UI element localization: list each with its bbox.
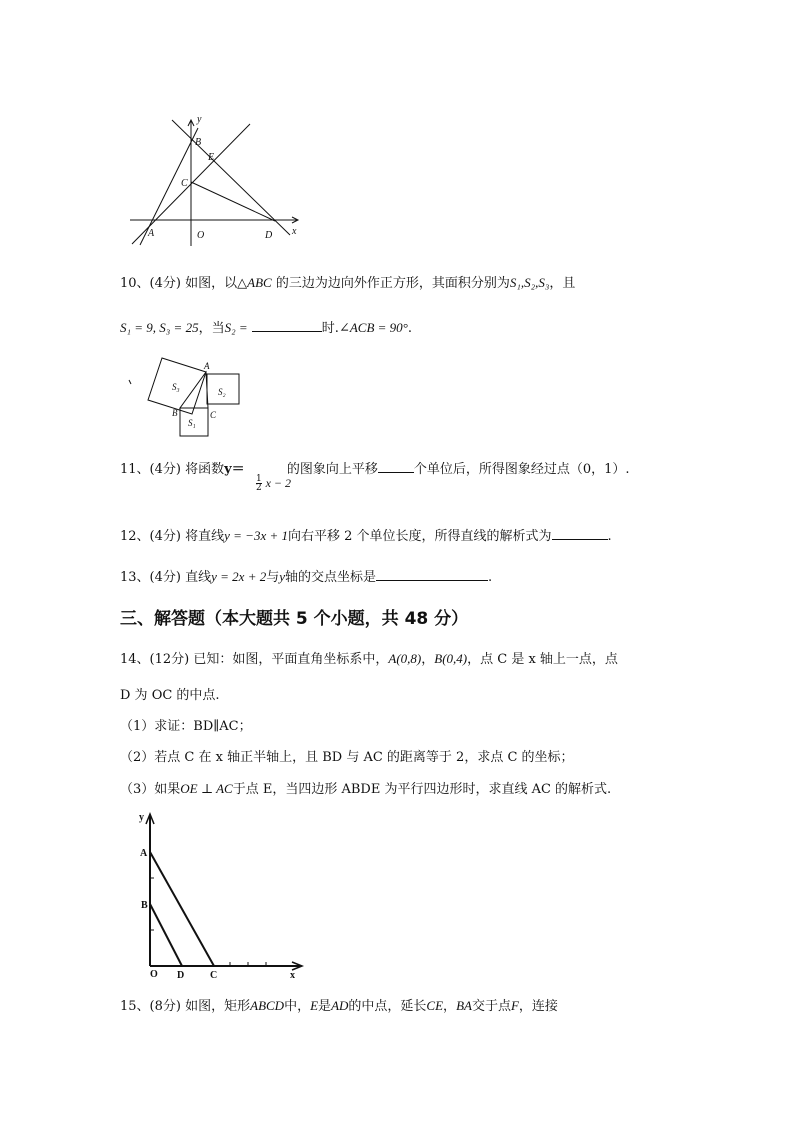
text: 时. [321,321,339,336]
question-15 [120,997,558,1016]
label-x: x [290,970,295,980]
text: 直线 [185,570,212,585]
math-y: y [279,569,286,584]
figure-coordinate-lines [120,110,310,250]
label-a: A [140,848,148,859]
text: 已知：如图，平面直角坐标系中， [193,652,389,667]
question-12 [120,525,612,546]
segment-bd [150,904,182,966]
question-14-part2: （2）若点 C 在 x 轴正半轴上，且 BD 与 AC 的距离等于 2，求点 C 的坐标； [120,750,574,765]
label-o: O [197,230,205,241]
label-c: C [210,970,218,980]
text: 将直线 [185,529,225,544]
question-14-line2: D 为 OC 的中点. [120,688,220,703]
label-d: D [177,970,185,980]
answer-blank[interactable] [552,525,608,540]
label-s2: S₂ [218,387,226,397]
label-o: O [150,969,158,980]
math-condition: S₁ = 9, S₃ = 25 [120,320,199,335]
math-expression: x − 2 [265,476,291,490]
math-f: F [510,998,519,1013]
question-10-line2 [120,317,412,338]
math-angle: ∠ACB = 90° [338,320,408,335]
math-ad: AD [331,998,349,1013]
text: 向右平移 2 个单位长度，所得直线的解析式为 [287,529,552,544]
text: ， [443,999,457,1014]
label-a: A [204,361,210,371]
label-a: A [148,228,155,239]
text: . [407,321,412,336]
text: . [607,529,612,544]
segment-ac [150,852,214,966]
separator: ， [421,652,435,667]
math-abc: ABC [247,275,272,290]
fraction-numerator: 1 [256,474,262,484]
label-y: y [139,812,144,823]
math-e: E [310,998,319,1013]
question-13 [120,566,492,587]
question-number: 12、(4分) [120,529,181,544]
text: 交于点 [471,999,511,1014]
label-x: x [292,226,297,237]
question-11 [120,458,630,479]
triangle-symbol: △ [237,276,248,291]
label-c: C [210,410,217,420]
text: 与 [266,570,280,585]
text: 个单位后，所得图象经过点（0，1）. [413,462,630,477]
question-number: 11、(4分) [120,462,181,477]
line-cd [191,182,275,221]
text: 的图象向上平移 [286,462,378,477]
line-bd [172,120,290,235]
tick [129,380,131,384]
math-ba: BA [456,998,472,1013]
text: ，连接 [518,999,558,1014]
text: . [488,570,493,585]
label-c: C [181,178,188,189]
math-equation: y = 2x + 2 [211,569,267,584]
math-equation: y = −3x + 1 [224,528,288,543]
label-s3: S₃ [172,382,180,392]
fraction-denominator: 2 [256,483,262,493]
answer-blank[interactable] [252,317,322,332]
point-a: A(0,8) [388,651,422,666]
math-abcd: ABCD [250,998,285,1013]
figure-squares [128,352,258,444]
point-b: B(0,4) [434,651,468,666]
question-number: 14、(12分) [120,652,190,667]
math-ce: CE [426,998,444,1013]
fraction-one-half [256,475,262,492]
text: ，当 [198,321,225,336]
figure-triangle-abc [130,808,310,980]
label-y: y [197,114,202,125]
math-y: y＝ [224,462,245,477]
question-14-part1: （1）求证：BD∥AC； [120,719,252,734]
question-number: 10、(4分) [120,276,181,291]
text: 的中点，延长 [348,999,427,1014]
answer-blank[interactable] [378,458,414,473]
text: 轴的交点坐标是 [285,570,377,585]
math-s2: S₂ = [224,320,248,335]
text: 如图，以 [185,276,238,291]
text: 将函数 [185,462,225,477]
math-s123: S₁,S₂,S₃ [509,275,550,290]
text: （3）如果 [120,782,181,797]
question-11-formula [256,475,291,492]
question-number: 13、(4分) [120,570,181,585]
text: 中， [284,999,311,1014]
question-10-line1 [120,274,575,293]
label-d: D [265,230,273,241]
answer-blank[interactable] [376,566,488,581]
label-b: B [172,408,178,418]
section-heading: 三、解答题（本大题共 5 个小题，共 48 分） [120,609,469,629]
question-14-part3 [120,780,611,799]
math-perpendicular: OE ⊥ AC [180,781,233,796]
question-14-line1 [120,650,618,669]
question-number: 15、(8分) [120,999,181,1014]
text: 如图，矩形 [185,999,251,1014]
label-e: E [208,152,215,163]
label-b: B [195,137,202,148]
label-b: B [141,900,148,911]
text: 于点 E，当四边形 ABDE 为平行四边形时，求直线 AC 的解析式. [232,782,612,797]
text: ，且 [549,276,576,291]
label-s1: S₁ [188,418,196,428]
text: 是 [318,999,332,1014]
text: ，点 C 是 x 轴上一点，点 [467,652,618,667]
text: 的三边为边向外作正方形，其面积分别为 [275,276,510,291]
